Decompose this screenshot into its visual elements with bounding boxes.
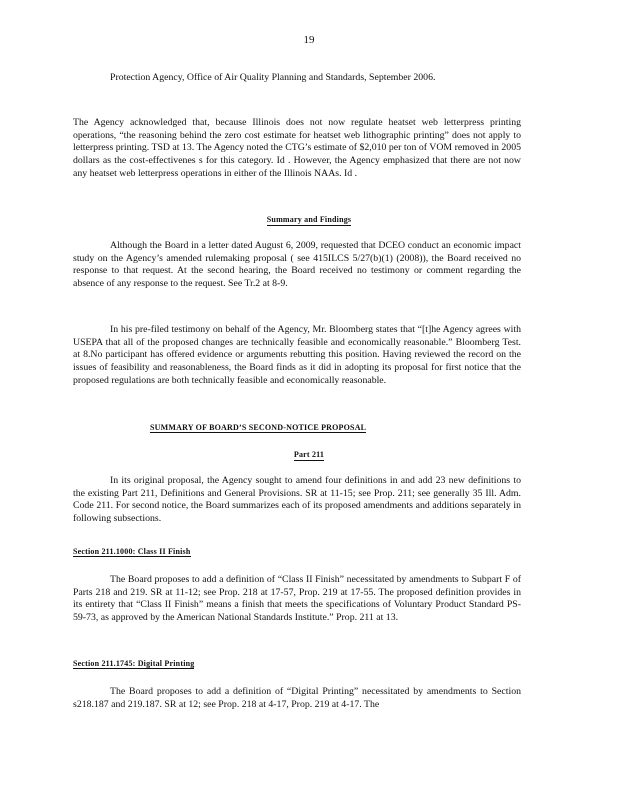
heading-summary-findings: Summary and Findings: [266, 215, 352, 224]
paragraph-digital-printing: The Board proposes to add a definition of “Digital Printing” necessitated by amendments to Section s218.187 and 219.187. SR at 12; see Prop. 218 at 4-17, Prop. 219 at 4-17. The: [73, 686, 521, 710]
heading-section-211-1000: Section 211.1000: Class II Finish: [73, 547, 191, 556]
paragraph-dceo-letter: Although the Board in a letter dated August 6, 2009, requested that DCEO conduct an economic impact study on the Agency’s amended rulemaking proposal ( see 415ILCS 5/27(b)(1) (2008)), the Board received no response to that request. At the second hearing, the Board received no testimony or comment regarding the absence of any response to the request. See Tr.2 at 8-9.: [73, 240, 521, 290]
heading-part-211: Part 211: [293, 450, 325, 459]
paragraph-agency-acknowledged: The Agency acknowledged that, because Illinois does not now regulate heatset web letterpress printing operations, “the reasoning behind the zero cost estimate for heatset web lithographic printing” does not apply to letterpress printing. TSD at 13. The Agency noted the CTG’s estimate of $2,010 per ton of VOM removed in 2005 dollars as the cost-effectivenes s for this category. Id . However, the Agency emphasized that there are not now any heatset web letterpress operations in either of the Illinois NAAs. Id .: [73, 117, 521, 179]
citation-continuation: Protection Agency, Office of Air Quality Planning and Standards, September 2006.: [110, 72, 436, 83]
heading-section-211-1745: Section 211.1745: Digital Printing: [73, 659, 195, 668]
page-number: 19: [303, 34, 315, 46]
paragraph-class-ii-finish: The Board proposes to add a definition of “Class II Finish” necessitated by amendments to Subpart F of Parts 218 and 219. SR at 11-12; see Prop. 218 at 17-57, Prop. 219 at 17-55. The proposed definition provides in its entirety that “Class II Finish” means a finish that meets the specifications of Voluntary Product Standard PS-59-73, as approved by the American National Standards Institute.” Prop. 211 at 13.: [73, 574, 521, 624]
paragraph-bloomberg-testimony: In his pre-filed testimony on behalf of the Agency, Mr. Bloomberg states that “[t]he Agency agrees with USEPA that all of the proposed changes are technically feasible and economically reasonable.” Bloomberg Test. at 8.No participant has offered evidence or arguments rebutting this position. Having reviewed the record on the issues of feasibility and reasonableness, the Board finds as it did in adopting its proposal for first notice that the proposed regulations are both technically feasible and economically reasonable.: [73, 324, 521, 386]
paragraph-original-proposal: In its original proposal, the Agency sought to amend four definitions in and add 23 new definitions to the existing Part 211, Definitions and General Provisions. SR at 11-15; see Prop. 211; see generally 35 Ill. Adm. Code 211. For second notice, the Board summarizes each of its proposed amendments and additions separately in following subsections.: [73, 475, 521, 525]
heading-second-notice-summary: SUMMARY OF BOARD’S SECOND-NOTICE PROPOSAL: [150, 423, 367, 432]
